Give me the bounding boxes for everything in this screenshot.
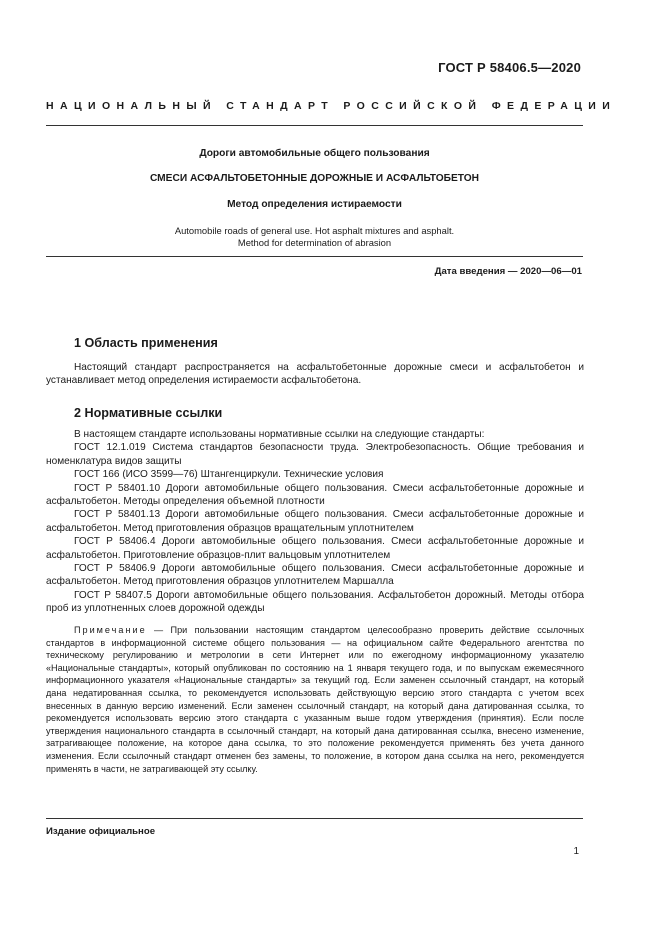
main-title: СМЕСИ АСФАЛЬТОБЕТОННЫЕ ДОРОЖНЫЕ И АСФАЛЬТОБЕТОН	[149, 173, 480, 184]
section-1-paragraph: Настоящий стандарт распространяется на асфальтобетонные дорожные смеси и асфальтобетон и устанавливает метод определения истираемости асфальтобетона.	[46, 362, 584, 387]
reference-item: ГОСТ 166 (ИСО 3599—76) Штангенциркули. Технические условия	[74, 469, 384, 481]
note-prefix: Примечание	[74, 625, 147, 635]
title-divider	[46, 256, 583, 257]
reference-item: ГОСТ Р 58407.5 Дороги автомобильные общего пользования. Асфальтобетон дорожный. Методы отбора проб из уплотненных слоев дорожной одежды	[46, 589, 584, 615]
reference-item: ГОСТ Р 58406.4 Дороги автомобильные общего пользования. Смеси асфальтобетонные дорожные и асфальтобетон. Приготовление образцов-плит вальцовым уплотнителем	[46, 536, 584, 561]
national-standard-title: НАЦИОНАЛЬНЫЙ СТАНДАРТ РОССИЙСКОЙ ФЕДЕРАЦИИ	[46, 100, 617, 112]
document-code: ГОСТ Р 58406.5—2020	[438, 60, 581, 75]
reference-item: ГОСТ 12.1.019 Система стандартов безопасности труда. Электробезопасность. Общие требования и номенклатура видов защиты	[46, 442, 584, 467]
reference-item: ГОСТ Р 58401.10 Дороги автомобильные общего пользования. Смеси асфальтобетонные дорожные и асфальтобетон. Методы определения объемной плотности	[46, 482, 584, 508]
effective-date: Дата введения — 2020—06—01	[434, 266, 582, 277]
header-divider	[46, 125, 583, 126]
reference-item: ГОСТ Р 58406.9 Дороги автомобильные общего пользования. Смеси асфальтобетонные дорожные и асфальтобетон. Метод приготовления образцов уплотнителем Маршалла	[46, 563, 584, 588]
note-text: — При пользовании настоящим стандартом целесообразно проверить действие ссылочных стандартов в информационной системе общего пользования — на официальном сайте Федерального агентства по техническому регулированию и метрологии в сети Интернет или по ежегодному информационному указателю «Национальные стандарты», который опубликован по состоянию на 1 января текущего года, и по выпускам ежемесячного информационного указателя «Национальные стандарты» за текущий год. Если заменен ссылочный стандарт, на который дана недатированная ссылка, то рекомендуется использовать действующую версию этого стандарта с учетом всех внесенных в данную версию изменений. Если заменен ссылочный стандарт, на который дана датированная ссылка, то рекомендуется использовать версию этого стандарта с указанным выше годом утверждения (принятия). Если после утверждения национального стандарта в ссылочный стандарт, на который дана датированная ссылка, внесено изменение, затрагивающее положение, на которое дана ссылка, то это положение рекомендуется применять без учета данного изменения. Если ссылочный стандарт отменен без замены, то положение, в котором дана ссылка на него, рекомендуется применять в части, не затрагивающей эту ссылку.	[46, 625, 584, 774]
section-heading: 1 Область применения	[74, 336, 218, 350]
group-title: Дороги автомобильные общего пользования	[199, 148, 430, 159]
section-heading: 2 Нормативные ссылки	[74, 406, 223, 420]
method-title: Метод определения истираемости	[227, 199, 402, 210]
official-edition-label: Издание официальное	[46, 826, 156, 837]
page-number: 1	[573, 846, 579, 857]
english-title-line-2: Method for determination of abrasion	[237, 237, 392, 248]
section-1-body	[46, 361, 584, 388]
note-paragraph	[46, 624, 584, 775]
normative-references-list	[46, 428, 584, 616]
references-intro: В настоящем стандарте использованы нормативные ссылки на следующие стандарты:	[74, 429, 485, 440]
section-1-heading	[74, 336, 218, 350]
english-title-line-1: Automobile roads of general use. Hot asphalt mixtures and asphalt.	[174, 225, 455, 236]
references-note	[46, 624, 584, 775]
reference-item: ГОСТ Р 58401.13 Дороги автомобильные общего пользования. Смеси асфальтобетонные дорожные и асфальтобетон. Метод приготовления образцов вращательным уплотнителем	[46, 509, 584, 534]
footer-divider	[46, 818, 583, 819]
section-2-heading	[74, 406, 222, 420]
